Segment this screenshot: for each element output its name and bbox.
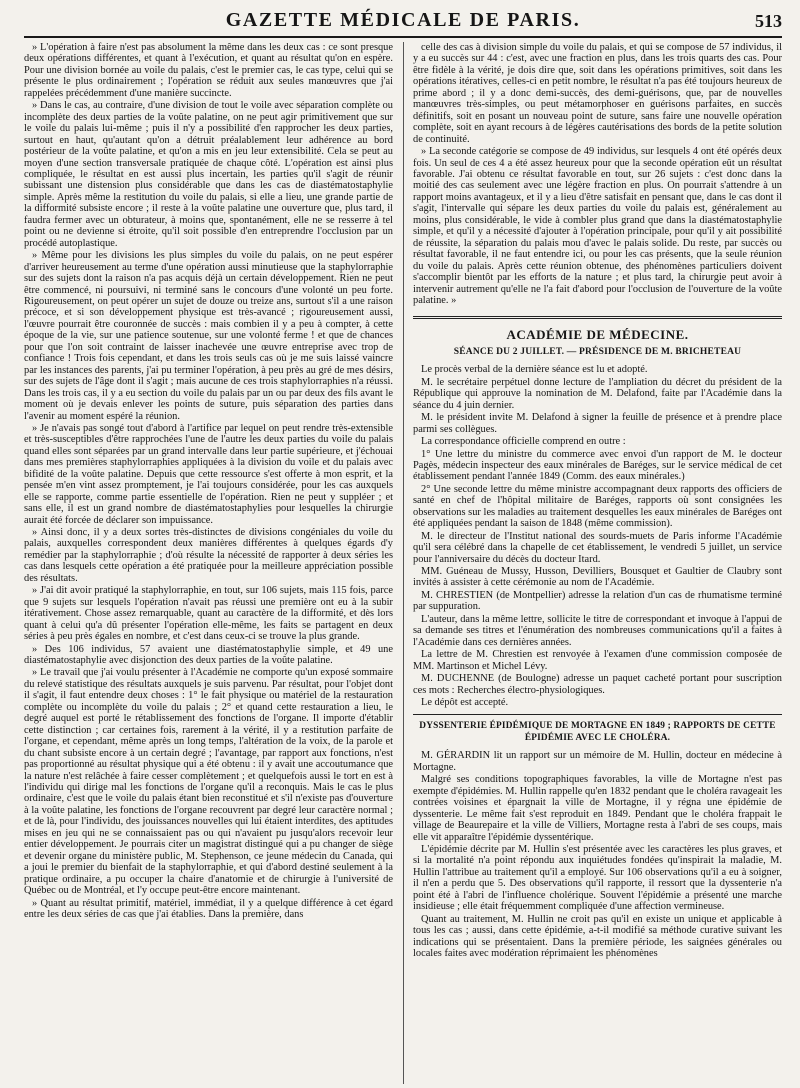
paragraph: » La seconde catégorie se compose de 49 individus, sur lesquels 4 ont été opérés deux fois. Un seul de ces 4 a été assez heureux pour que la seconde opération eût un résultat favorable. J'ai obtenu ce résultat favorable en tout, sur 26 sujets : c'est donc dans la moitié des cas seulement avec une légère fraction en plus. On pourrait s'attendre à un rapport moins avantageux, et il y a lieu d'être satisfait en pensant que, dans le cas dont il s'agit, l'intervalle qui sépare les deux parties du voile du palais est, généralement au moins, plus considérable, le vide à combler plus grand que dans la diastématostaphylie simple, et qu'il y a nécessité d'ajouter à l'opération principale, pour qu'il y ait possibilité de réussite, la séparation du palais mou d'avec le palais solide. Du reste, par succès ou résultat favorable, il ne faut entendre ici, ou pour les cas présents, que la seule réunion du voile du palais. Après cette réunion obtenue, des phénomènes particuliers doivent s'accomplir bientôt par les efforts de la nature ; et plus tard, la chirurgie peut avoir à intervenir autrement qu'elle ne l'a fait d'abord pour l'occlusion de l'ouverture de la voûte palatine. »: [413, 146, 782, 306]
paragraph: » Je n'avais pas songé tout d'abord à l'artifice par lequel on peut rendre très-extensible et très-susceptibles d'être rapprochées l'une de l'autre les deux parties du voile du palais quand elles sont séparées par un grand intervalle dans leur partie supérieure, et j'échouai dans mes premières staphylorraphies appliquées à la division du voile et du palais avec bifidité de la voûte palatine. Depuis que cette ressource s'est offerte à mon esprit, et la pensée m'en vint assez promptement, je l'ai toujours considérée, pour les cas auxquels elle se rapporte, comme partie essentielle de l'opération. Rien ne peut y suppléer ; et sans elle, il est un grand nombre de diastématostaphylies pour lesquelles la chirurgie aurait été forcée de déclarer son impuissance.: [24, 422, 393, 526]
paragraph: » Ainsi donc, il y a deux sortes très-distinctes de divisions congéniales du voile du palais, auxquelles correspondent deux manières différentes à quelques égards d'y remédier par la staphylorraphie ; d'où résulte la nécessité de rapporter à deux séries les cas dans lesquels cette opération a été pratiquée pour la meilleure appréciation possible des résultats.: [24, 527, 393, 584]
paragraph: » J'ai dit avoir pratiqué la staphylorraphie, en tout, sur 106 sujets, mais 115 fois, parce que 9 sujets sur lesquels l'opération n'avait pas réussi une première ont eu à la subir itérativement. Chose assez remarquable, quant au caractère de la difformité, et dès lors quant à celui qu'a dû présenter l'opération elle-même, les faits se partagent en deux séries à peu près égales en nombre, et c'est dans ceux-ci se trouve la plus grande.: [24, 585, 393, 643]
paragraph: » Quant au résultat primitif, matériel, immédiat, il y a quelque différence à cet égard entre les deux séries de cas que j'ai établies. Dans la première, dans: [24, 897, 393, 920]
paragraph: Le procès verbal de la dernière séance est lu et adopté.: [421, 364, 648, 376]
paragraph: M. le directeur de l'Institut national des sourds-muets de Paris informe l'Académie qu'il sera célébré dans la chapelle de cet établissement, le vendredi 5 juillet, un service pour l'anniversaire du décès du docteur Itard.: [413, 530, 782, 565]
paragraph: M. DUCHENNE (de Boulogne) adresse un paquet cacheté portant pour suscription ces mots : Recherches électro-physiologiques.: [413, 673, 782, 696]
paragraph: celle des cas à division simple du voile du palais, et qui se compose de 57 individus, il y a eu succès sur 44 : c'est, avec une fraction en plus, dans les trois quarts des cas. Pour être fidèle à la vérité, je dois dire que, soit dans les opérations primitives, soit dans les opérations itératives, celles-ci en petit nombre, le résultat n'a pas été toujours heureux de prime abord ; il y a donc demi-succès, des demi-guérisons, que, par de nouvelles manœuvres très-simples, ou peut métamorphoser en guérisons parfaites, en succès définitifs, soit en posant un nouveau point de suture, sans faire une nouvelle opération complète, soit en ayant recours à de légères cautérisations des bords de la petite solution de continuité.: [413, 42, 782, 145]
paragraph: La correspondance officielle comprend en outre :: [421, 436, 626, 448]
section-title: ACADÉMIE DE MÉDECINE.: [506, 327, 689, 343]
paragraph: Quant au traitement, M. Hullin ne croit pas qu'il en existe un unique et applicable à tous les cas ; aussi, dans cette épidémie, a-t-il modifié sa méthode curative suivant les indications qui se présentaient. Dans la première période, les saignées générales ou locales faites avec modération réprimaient les phénomènes: [413, 913, 782, 960]
page-number: 513: [755, 11, 782, 31]
page-header: [24, 8, 782, 38]
subsection-heading: DYSSENTERIE ÉPIDÉMIQUE DE MORTAGNE EN 1849 ; RAPPORTS DE CETTE ÉPIDÉMIE AVEC LE CHOLÉRA.: [413, 714, 782, 744]
paragraph: 2° Une seconde lettre du même ministre accompagnant deux rapports des officiers de santé en chef de l'hôpital militaire de Baréges, rapports où sont consignées les observations sur les maladies au traitement desquelles les eaux minérales de Baréges ont été appliquées pendant la saison de 1848 (même commission).: [413, 483, 782, 530]
text-columns: [24, 42, 782, 1084]
paragraph: » Des 106 individus, 57 avaient une diastématostaphylie simple, et 49 une diastématostaphylie avec disjonction des deux parties de la voûte palatine.: [24, 643, 393, 667]
paragraph: » Dans le cas, au contraire, d'une division de tout le voile avec séparation complète ou incomplète des deux parties de la voûte palatine, on ne peut agir primitivement que sur le voile du palais lui-même ; puis il n'y a possibilité d'en rapprocher les deux parties, surtout en haut, qu'autant qu'on a détruit préalablement leur adhérence au bord postérieur de la voûte palatine, et qu'on a mis en jeu leur extensibilité. Cela se peut au moyen d'une section transversale pratiquée de chaque côté. L'opération est ainsi plus compliquée, le résultat en est aussi plus incertain, les parties qu'il s'agit de réunir subissant une distension plus considérable que dans les cas de diastématostaphylie simple. Après même la restitution du voile du palais, si elle a lieu, une grande partie de la difformité subsiste encore ; il reste à la voûte palatine une ouverture que, plus tard, il faudra fermer avec un obturateur, à moins que, spontanément, elle ne se resserre à tel point ou ne devienne si étroite, qu'il soit possible d'en entreprendre l'occlusion par un procédé autoplastique.: [24, 100, 393, 249]
paragraph: » L'opération à faire n'est pas absolument la même dans les deux cas : ce sont presque deux opérations différentes, et quant à l'exécution, et quant au résultat qu'on en espère. Pour une division bornée au voile du palais, c'est le premier cas, le cas type, celui qui se présente le plus ordinairement ; l'opération se réduit aux seules manœuvres que j'ai rappelées précédemment d'une manière succincte.: [24, 42, 393, 99]
paragraph: M. GÉRARDIN lit un rapport sur un mémoire de M. Hullin, docteur en médecine à Mortagne.: [413, 750, 782, 773]
right-column: [403, 42, 782, 1084]
paragraph: L'auteur, dans la même lettre, sollicite le titre de correspondant et invoque à l'appui de sa demande ses titres et l'énumération des nombreuses communications qu'il a faites à l'Académie dans ces dernières années.: [413, 613, 782, 648]
paragraph: M. CHRESTIEN (de Montpellier) adresse la relation d'un cas de rhumatisme terminé par suppuration.: [413, 589, 782, 613]
paragraph: M. le président invite M. Delafond à signer la feuille de présence et à prendre place parmi ses collègues.: [413, 412, 782, 435]
paragraph: Le dépôt est accepté.: [421, 697, 509, 709]
paragraph: MM. Guéneau de Mussy, Husson, Devilliers, Bousquet et Gaultier de Claubry sont invités à assister à cette cérémonie au nom de l'Académie.: [413, 566, 782, 589]
paragraph: La lettre de M. Chrestien est renvoyée à l'examen d'une commission composée de MM. Martinson et Michel Lévy.: [413, 649, 782, 672]
paragraph: » Le travail que j'ai voulu présenter à l'Académie ne comporte qu'un exposé sommaire du relevé statistique des résultats auxquels je suis parvenu. Par résultat, pour l'objet dont il s'agit, il faut entendre deux choses : 1° le fait physique ou matériel de la restauration complète ou incomplète du voile du palais ; 2° et quand cette restauration a lieu, le degré auquel est porté le rétablissement des fonctions de l'organe. Il importe d'établir cette distinction ; car certaines fois, rarement à la vérité, il y a restitution parfaite de l'organe, et cependant, même après un long temps, l'altération de la voix, de la parole et du chant subsiste encore à un certain degré ; l'avantage, par rapport aux fonctions, n'est pas proportionné au résultat physique qui a été obtenu : il y avait une accoutumance que la nature n'est relâchée à faire cesser complètement ; et quelquefois aussi le tort en est à l'individu qui dirige mal les fonctions de l'organe qu'il a reconquis. Mais le cas le plus ordinaire, c'est que le voile du palais étant bien reconstitué et s'il n'existe pas d'ouverture à la voûte palatine, les fonctions de l'organe recouvrent par degré leur caractère normal ; et de là, pour l'individu, des jouissances nouvelles qui lui étaient interdites, des aptitudes mises en jeu qui ne se connaissaient pas ou qui n'avaient pu jusqu'alors recevoir leur entier développement. Je pourrais citer un magistrat distingué qui a pu changer de siège et devenir organe du ministère public, M. Stephenson, ce jeune médecin du Canada, qui a joui le premier du bienfait de la staphylorraphie, et qui d'abord destiné seulement à la pratique ordinaire, a pu occuper la chaire d'anatomie et de chirurgie à l'université de Québec ou de Montréal, et l'y occupe peut-être encore maintenant.: [24, 667, 393, 897]
paragraph: Malgré ses conditions topographiques favorables, la ville de Mortagne n'est pas exempte d'épidémies. M. Hullin rappelle qu'en 1832 pendant que le choléra ravageait les contrées voisines et épargnait la ville de Mortagne, il y régna une épidémie de dyssenterie. Le même fait s'est reproduit en 1849. Pendant que le choléra frappait le village de Beaurepaire et la ville de Villiers, Mortagne resta à l'abri de ses coups, mais elle vit apparaître l'épidémie dyssentérique.: [413, 774, 782, 843]
session-heading: SÉANCE DU 2 JUILLET. — PRÉSIDENCE DE M. BRICHETEAU: [453, 346, 742, 357]
paragraph: 1° Une lettre du ministre du commerce avec envoi d'un rapport de M. le docteur Pagès, médecin inspecteur des eaux minérales de Baréges, sur le service médical de cet établissement pendant l'année 1849 (Comm. des eaux minérales.): [413, 448, 782, 483]
section-divider: [413, 316, 782, 319]
paragraph: L'épidémie décrite par M. Hullin s'est présentée avec les caractères les plus graves, et si la mortalité n'a point répondu aux inquiétudes fondées qu'inspirait la maladie, M. Hullin l'attribue au traitement qu'il a employé. Sur 106 observations qu'il a eu à soigner, il n'en a perdu que 5. Des observations qu'il rapporte, il ressort que la dyssenterie n'a point été à l'abri de l'influence cholérique. Souvent l'épidémie a présenté une marche insidieuse ; elle était fréquemment compliquée d'une affection vermineuse.: [413, 844, 782, 913]
running-title: GAZETTE MÉDICALE DE PARIS.: [225, 9, 581, 31]
paragraph: M. le secrétaire perpétuel donne lecture de l'ampliation du décret du président de la République qui approuve la nomination de M. Delafond, faite par l'Académie dans la séance du 4 juin dernier.: [413, 376, 782, 411]
left-column: [24, 42, 393, 1084]
paragraph: » Même pour les divisions les plus simples du voile du palais, on ne peut espérer d'arriver heureusement au terme d'une opération aussi minutieuse que la staphylorraphie sur des sujets dont la raison n'a pas acquis déjà un certain développement. Rien ne peut être commencé, ni poursuivi, ni terminé sans le concours d'une volonté un peu forte. Rigoureusement, on peut opérer un sujet de douze ou treize ans, surtout s'il a une raison précoce, et si son développement physique est très-avancé ; rigoureusement aussi, l'œuvre pourrait être couronnée de succès : mais combien il y a peu à compter, à cette époque de la vie, sur une patience soutenue, sur une volonté ferme ! et que de chances pour que l'on soit contraint de laisser inachevée une œuvre entreprise avec trop de confiance ! Trois fois cependant, et dans les trois seuls cas où je me suis laissé vaincre par les instances des parents, j'ai pu terminer l'opération, à peu près au gré de mes désirs, sur des sujets de l'âge dont il s'agit ; mais aucune de ces trois staphylorraphies n'a réussi. Dans les trois cas, il y a eu section du voile du palais par un ou par deux des fils avant le moment où je devais enlever les points de suture, puis séparation des parties dans l'avenir au moment espéré la réunion.: [24, 250, 393, 422]
